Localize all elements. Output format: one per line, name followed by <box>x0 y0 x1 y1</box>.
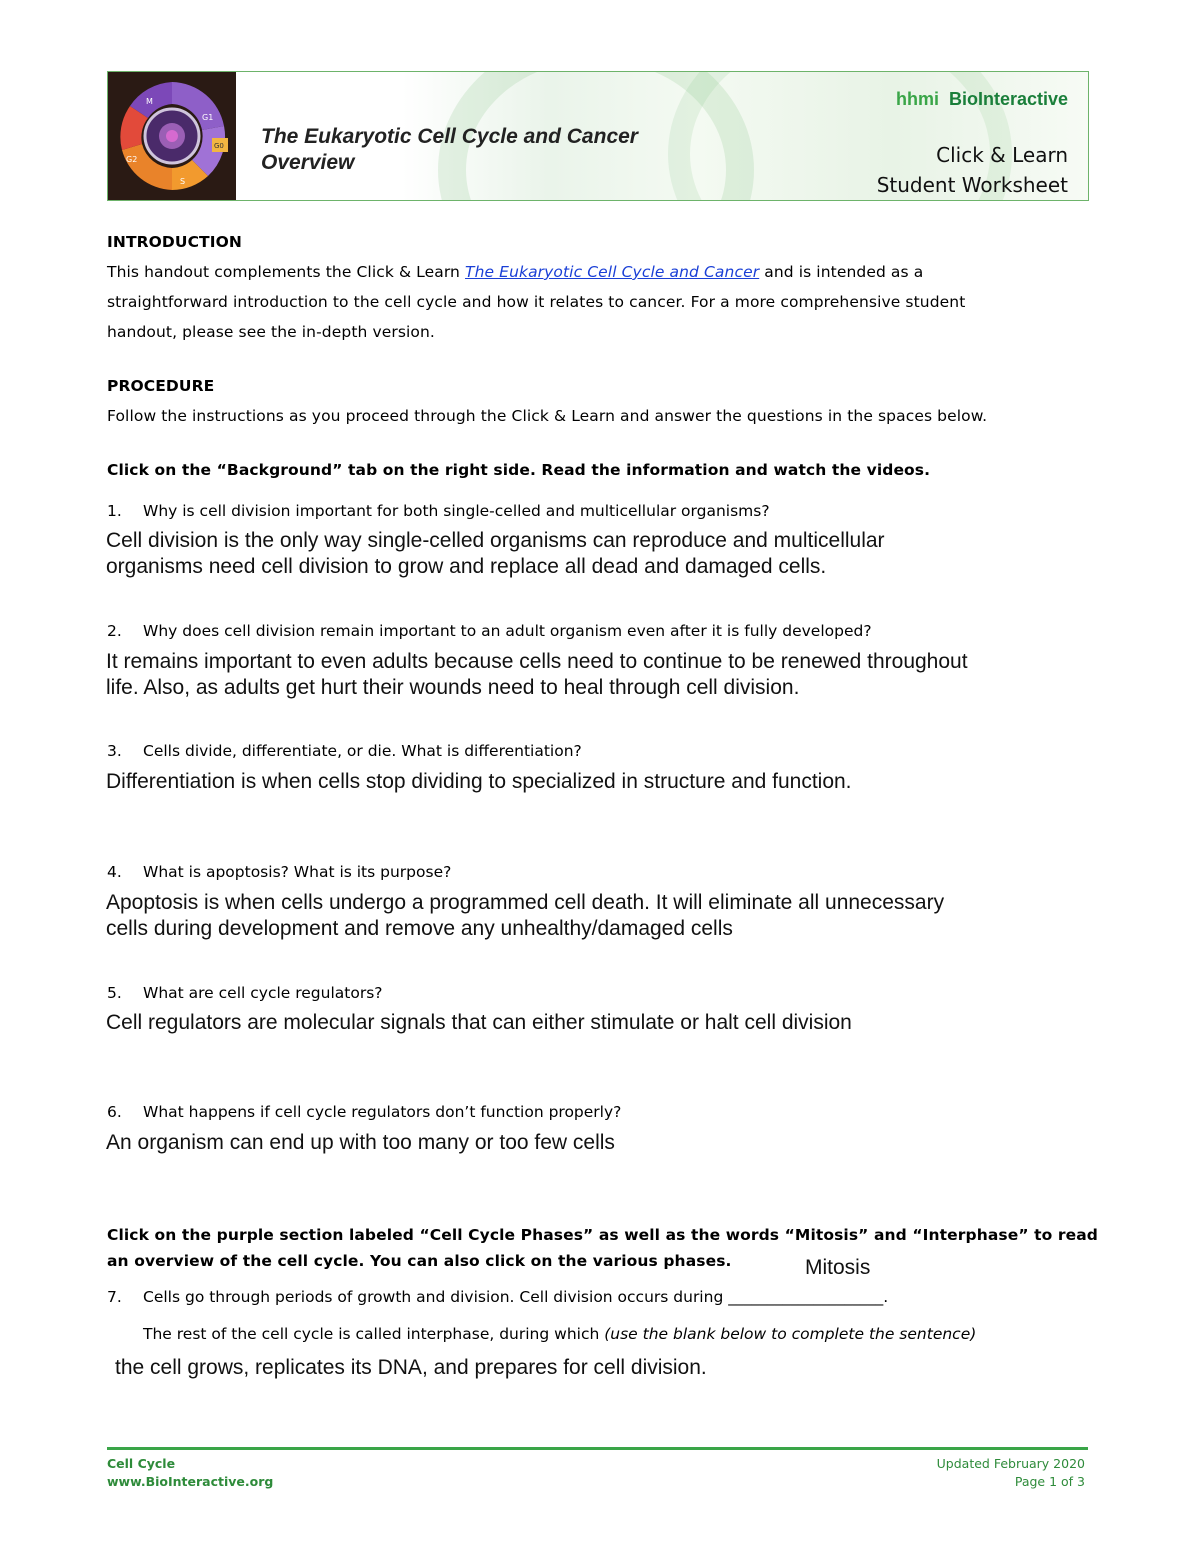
introduction-line3: handout, please see the in-depth version. <box>107 323 435 341</box>
header-banner <box>107 71 1089 201</box>
phase-label-s: S <box>180 177 186 186</box>
instruction-background: Click on the “Background” tab on the right side. Read the information and watch the videos. <box>107 461 931 479</box>
worksheet-type: Click & Learn Student Worksheet <box>876 143 1068 197</box>
introduction-section <box>107 227 965 347</box>
answer-1: Cell division is the only way single-celled organisms can reproduce and multicellular organisms need cell division to grow and replace all dead and damaged cells. <box>106 529 885 578</box>
phase-label-g0: G0 <box>214 142 224 150</box>
footer-left: Cell Cycle www.BioInteractive.org <box>107 1456 274 1489</box>
page-number: Page 1 of 3 <box>1014 1474 1085 1489</box>
answer-7: the cell grows, replicates its DNA, and prepares for cell division. <box>115 1356 707 1379</box>
procedure-heading: PROCEDURE <box>107 377 215 395</box>
procedure-section <box>107 371 987 431</box>
question-6: 6. What happens if cell cycle regulators don’t function properly? <box>107 1103 622 1121</box>
question-2: 2. Why does cell division remain important to an adult organism even after it is fully developed? <box>107 622 872 640</box>
phase-label-g1: G1 <box>202 113 214 122</box>
phase-label-m: M <box>146 97 153 106</box>
answer-6: An organism can end up with too many or too few cells <box>106 1131 615 1154</box>
hhmi-logo: hhmi BioInteractive <box>895 89 1068 109</box>
question-3: 3. Cells divide, differentiate, or die. What is differentiation? <box>107 742 582 760</box>
question-1: 1. Why is cell division important for both single-celled and multicellular organisms? <box>107 502 770 520</box>
question-5: 5. What are cell cycle regulators? <box>107 984 383 1002</box>
footer-right: Updated February 2020 Page 1 of 3 <box>936 1456 1085 1489</box>
document-title: The Eukaryotic Cell Cycle and Cancer Overview <box>261 125 638 174</box>
introduction-heading: INTRODUCTION <box>107 233 242 251</box>
footer-website-link[interactable]: www.BioInteractive.org <box>107 1474 274 1489</box>
answer-7-fill: Mitosis <box>805 1256 871 1279</box>
answer-2: It remains important to even adults because cells need to continue to be renewed throughout life. Also, as adults get hurt their wounds need to heal through cell division. <box>106 650 968 699</box>
question-7: 7. Cells go through periods of growth and division. Cell division occurs during ____________________. <box>107 1288 889 1306</box>
introduction-line1: This handout complements the Click & Learn The Eukaryotic Cell Cycle and Cancer and is intended as a <box>107 263 924 281</box>
question-7-continued: The rest of the cell cycle is called interphase, during which (use the blank below to complete the sentence) <box>143 1325 977 1343</box>
instruction-cell-cycle-phases: Click on the purple section labeled “Cell Cycle Phases” as well as the words “Mitosis” and “Interphase” to read an overview of the cell cycle. You can also click on the various phases. <box>107 1226 1098 1270</box>
cell-cycle-image <box>108 72 236 200</box>
answer-blank: ____________________. <box>728 1288 889 1306</box>
answer-5: Cell regulators are molecular signals that can either stimulate or halt cell division <box>106 1011 852 1034</box>
footer-divider <box>107 1447 1088 1450</box>
introduction-line2: straightforward introduction to the cell cycle and how it relates to cancer. For a more comprehensive student <box>107 293 966 311</box>
answer-3: Differentiation is when cells stop dividing to specialized in structure and function. <box>106 770 852 793</box>
click-learn-link[interactable]: The Eukaryotic Cell Cycle and Cancer <box>465 263 760 281</box>
answer-4: Apoptosis is when cells undergo a programmed cell death. It will eliminate all unnecessary cells during development and remove any unhealthy/damaged cells <box>106 891 945 940</box>
procedure-text: Follow the instructions as you proceed through the Click & Learn and answer the questions in the spaces below. <box>107 407 988 425</box>
phase-label-g2: G2 <box>126 155 138 164</box>
question-4: 4. What is apoptosis? What is its purpose? <box>107 863 452 881</box>
